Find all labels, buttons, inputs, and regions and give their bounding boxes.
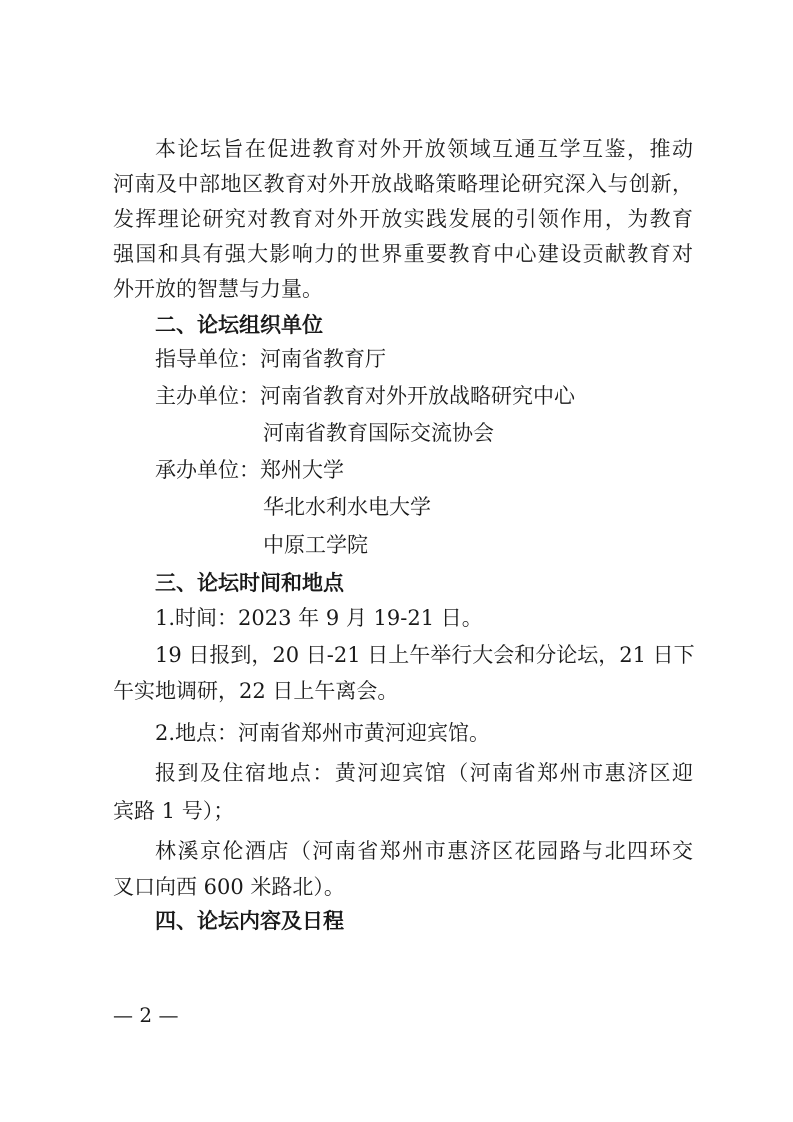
intro-line-5: 外开放的智慧与力量。 bbox=[113, 277, 323, 301]
guide-unit-label: 指导单位： bbox=[155, 347, 260, 371]
host-unit-label: 主办单位： bbox=[155, 384, 260, 408]
intro-line-1: 本论坛旨在促进教育对外开放领域互通互学互鉴，推动 bbox=[155, 137, 693, 161]
place-line: 2.地点：河南省郑州市黄河迎宾馆。 bbox=[155, 721, 491, 745]
checkin-line-2: 宾路 1 号）； bbox=[113, 799, 235, 823]
host-unit-value: 河南省教育国际交流协会 bbox=[263, 421, 494, 445]
time-line: 1.时间：2023 年 9 月 19-21 日。 bbox=[155, 606, 483, 630]
hotel-line-2: 叉口向西 600 米路北）。 bbox=[113, 875, 345, 899]
guide-unit-row bbox=[155, 344, 735, 374]
organizer-unit-value: 郑州大学 bbox=[260, 458, 344, 482]
organizer-unit-value: 中原工学院 bbox=[263, 533, 368, 557]
organizer-unit-row bbox=[155, 455, 735, 485]
section-3-heading: 三、论坛时间和地点 bbox=[155, 571, 344, 595]
host-unit-row bbox=[155, 381, 735, 411]
section-2-heading: 二、论坛组织单位 bbox=[155, 313, 323, 337]
schedule-line-2: 午实地调研，22 日上午离会。 bbox=[113, 679, 399, 703]
organizer-unit-value: 华北水利水电大学 bbox=[263, 495, 431, 519]
intro-line-2: 河南及中部地区教育对外开放战略策略理论研究深入与创新， bbox=[113, 172, 693, 196]
intro-line-4: 强国和具有强大影响力的世界重要教育中心建设贡献教育对 bbox=[113, 242, 693, 266]
section-4-heading: 四、论坛内容及日程 bbox=[155, 909, 344, 933]
checkin-line-1: 报到及住宿地点：黄河迎宾馆（河南省郑州市惠济区迎 bbox=[155, 761, 693, 785]
schedule-line-1: 19 日报到，20 日-21 日上午举行大会和分论坛，21 日下 bbox=[155, 643, 695, 667]
guide-unit-value: 河南省教育厅 bbox=[260, 347, 386, 371]
page-number: — 2 — bbox=[113, 1003, 179, 1027]
hotel-line-1: 林溪京伦酒店（河南省郑州市惠济区花园路与北四环交 bbox=[155, 839, 693, 863]
intro-line-3: 发挥理论研究对教育对外开放实践发展的引领作用，为教育 bbox=[113, 207, 693, 231]
host-unit-value: 河南省教育对外开放战略研究中心 bbox=[260, 384, 575, 408]
organizer-unit-label: 承办单位： bbox=[155, 458, 260, 482]
